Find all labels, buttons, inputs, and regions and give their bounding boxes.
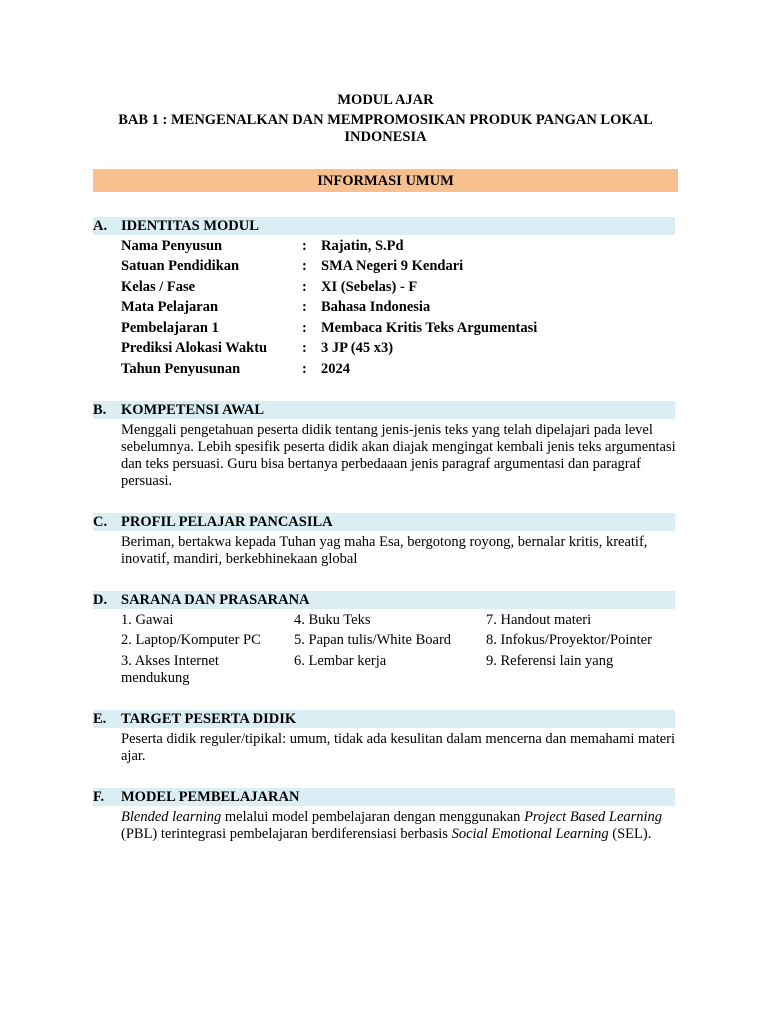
sarana-item: 3. Akses Internet mendukung <box>121 653 219 686</box>
model-term: Blended learning <box>121 809 222 825</box>
identitas-colon: : <box>302 258 307 274</box>
sarana-item: 1. Gawai <box>121 612 174 628</box>
section-kompetensi-heading <box>93 401 675 419</box>
section-target-heading <box>93 710 675 728</box>
section-letter: D. <box>93 592 108 608</box>
section-label: KOMPETENSI AWAL <box>121 402 265 418</box>
identitas-key: Mata Pelajaran <box>121 299 219 315</box>
section-label: SARANA DAN PRASARANA <box>121 592 310 608</box>
model-text-part: (PBL) terintegrasi pembelajaran berdiferensiasi berbasis <box>121 826 452 842</box>
section-label: IDENTITAS MODUL <box>121 218 259 234</box>
section-model-heading <box>93 788 675 806</box>
sarana-item: 6. Lembar kerja <box>294 653 387 669</box>
model-text-part: melalui model pembelajaran dengan menggunakan <box>221 809 525 825</box>
section-label: PROFIL PELAJAR PANCASILA <box>121 514 333 530</box>
identitas-value: Rajatin, S.Pd <box>321 238 404 254</box>
identitas-colon: : <box>302 340 307 356</box>
kompetensi-text: Menggali pengetahuan peserta didik tentang jenis-jenis teks yang telah dipelajari pada level sebelumnya. Lebih spesifik peserta didik akan diajak mengingat kembali jenis teks argumentasi dan teks persuasi. Guru bisa bertanya perbedaaan jenis paragraf argumentasi dan paragraf persuasi. <box>121 422 676 489</box>
target-text: Peserta didik reguler/tipikal: umum, tidak ada kesulitan dalam mencerna dan memahami materi ajar. <box>121 731 676 764</box>
chapter-title-line-1: BAB 1 : MENGENALKAN DAN MEMPROMOSIKAN PRODUK PANGAN LOKAL <box>118 112 653 128</box>
identitas-colon: : <box>302 361 307 377</box>
identitas-key: Satuan Pendidikan <box>121 258 240 274</box>
sarana-item: 8. Infokus/Proyektor/Pointer <box>486 632 652 648</box>
identitas-colon: : <box>302 320 307 336</box>
section-label: TARGET PESERTA DIDIK <box>121 711 297 727</box>
sarana-item: 9. Referensi lain yang <box>486 653 614 669</box>
sarana-item: 4. Buku Teks <box>294 612 371 628</box>
identitas-value: 2024 <box>321 361 350 377</box>
section-profil-heading <box>93 513 675 531</box>
section-label: MODEL PEMBELAJARAN <box>121 789 300 805</box>
profil-text: Beriman, bertakwa kepada Tuhan yag maha Esa, bergotong royong, bernalar kritis, kreatif, inovatif, mandiri, berkebhinekaan global <box>121 534 648 567</box>
section-letter: E. <box>93 711 107 727</box>
identitas-value: 3 JP (45 x3) <box>321 340 394 356</box>
section-letter: F. <box>93 789 105 805</box>
model-term: Project Based Learning <box>524 809 663 825</box>
chapter-title-line-2: INDONESIA <box>344 129 427 145</box>
identitas-colon: : <box>302 238 307 254</box>
identitas-key: Pembelajaran 1 <box>121 320 219 336</box>
model-text-part: (SEL). <box>608 826 652 842</box>
identitas-key: Nama Penyusun <box>121 238 223 254</box>
section-identitas-heading <box>93 217 675 235</box>
identitas-value: Membaca Kritis Teks Argumentasi <box>321 320 538 336</box>
identitas-key: Kelas / Fase <box>121 279 196 295</box>
identitas-value: XI (Sebelas) - F <box>321 279 418 295</box>
identitas-key: Prediksi Alokasi Waktu <box>121 340 268 356</box>
identitas-value: Bahasa Indonesia <box>321 299 431 315</box>
document-title: MODUL AJAR <box>337 92 434 108</box>
identitas-key: Tahun Penyusunan <box>121 361 241 377</box>
sarana-item: 5. Papan tulis/White Board <box>294 632 452 648</box>
model-term: Social Emotional Learning <box>451 826 609 842</box>
identitas-colon: : <box>302 279 307 295</box>
section-letter: B. <box>93 402 107 418</box>
section-letter: C. <box>93 514 108 530</box>
identitas-colon: : <box>302 299 307 315</box>
section-sarana-heading <box>93 591 675 609</box>
model-text <box>121 809 676 843</box>
sarana-item: 7. Handout materi <box>486 612 592 628</box>
sarana-item: 2. Laptop/Komputer PC <box>121 632 261 648</box>
section-letter: A. <box>93 218 108 234</box>
info-umum-bar: INFORMASI UMUM <box>93 169 678 192</box>
identitas-value: SMA Negeri 9 Kendari <box>321 258 464 274</box>
